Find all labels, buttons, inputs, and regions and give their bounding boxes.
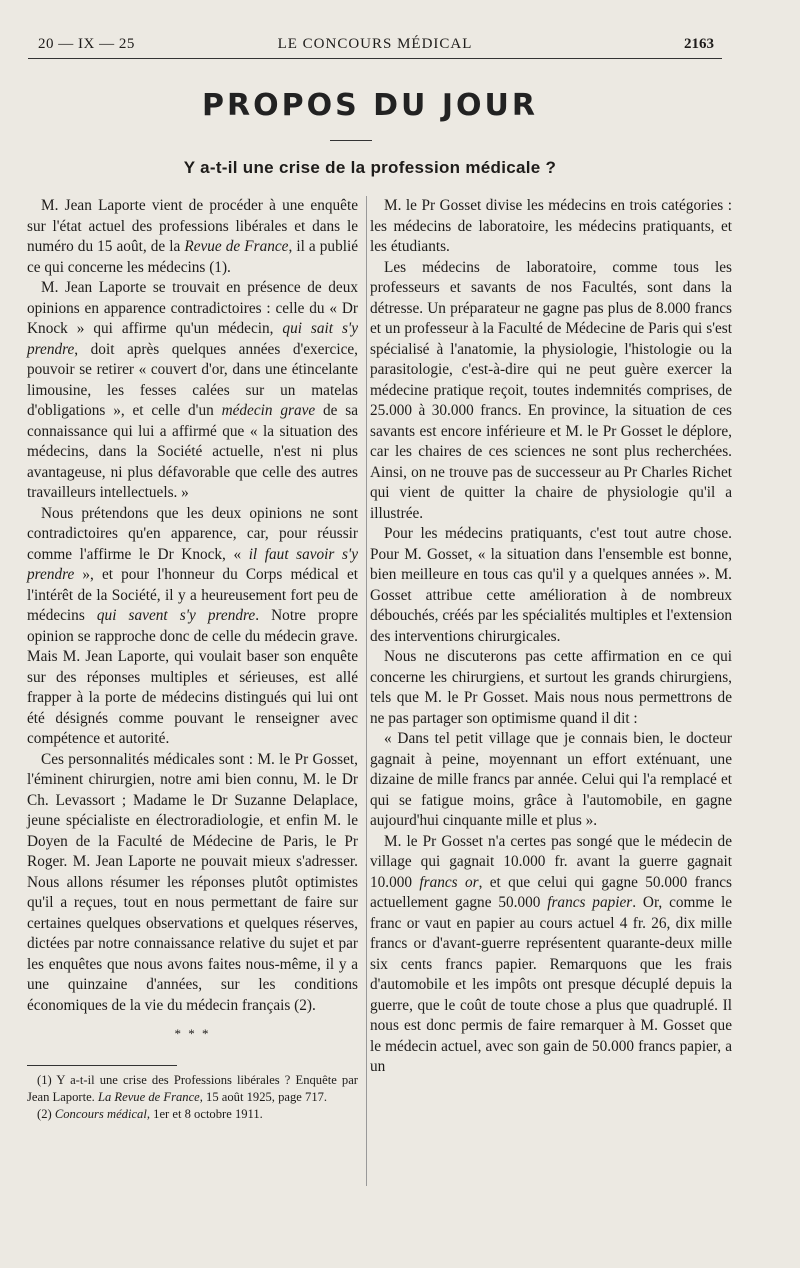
paragraph: M. Jean Laporte vient de procéder à une enquête sur l'état actuel des professions libérales et dans le numéro du 15 août, de la Revue de France, il a publié ce qui concerne les médecins (1). [27,197,359,276]
page-number: 2163 [684,36,714,52]
journal-name: LE CONCOURS MÉDICAL [277,36,473,52]
section-separator: * * * [174,1026,211,1041]
paragraph: Ces personnalités médicales sont : M. le Pr Gosset, l'éminent chirurgien, notre ami bien connu, M. le Dr Ch. Levassort ; Madame le Dr Suzanne Delaplace, jeune spécialiste en électroradiologie, et enfin M. le Doyen de la Faculté de Médecine de Paris, le Pr Roger. M. Jean Laporte ne pouvait mieux s'adresser. Nous allons résumer les réponses plutôt optimistes qu'il a reçues, tout en nous permettant de faire sur certaines quelques observations et quelques réserves, dictées par notre connaissance relative du sujet et par les enquêtes que nous avons faites nous-même, il y a une quinzaine d'années, sur les conditions économiques de la vie du médecin français (2). [27,750,358,1014]
left-column [27,196,358,1123]
footnote: (1) Y a-t-il une crise des Professions libérales ? Enquête par Jean Laporte. La Revue de France, 15 août 1925, page 717. [27,1072,358,1104]
paragraph: Nous prétendons que les deux opinions ne sont contradictoires qu'en apparence, car, pour réussir comme l'affirme le Dr Knock, « il faut savoir s'y prendre », et pour l'honneur du Corps médical et l'intérêt de la Société, il y a heureusement fort peu de médecins qui savent s'y prendre. Notre propre opinion se rapproche donc de celle du médecin grave. Mais M. Jean Laporte, qui voulait baser son enquête sur des réponses multiples et sérieuses, est allé frapper à la porte de médecins distingués qui lui ont été désignés comme pouvant le renseigner avec compétence et autorité. [27,504,358,747]
paragraph: M. le Pr Gosset divise les médecins en trois catégories : les médecins de laboratoire, les médecins pratiquants, et les étudiants. [370,197,732,255]
issue-date: 20 — IX — 25 [38,36,135,52]
paragraph: Pour les médecins pratiquants, c'est tout autre chose. Pour M. Gosset, « la situation dans l'ensemble est bonne, bien meilleure en tous cas qu'il y a quelques années ». M. Gosset attribue cette amélioration à de nombreux débouchés, créés par les spécialités multiples et l'extension des interventions chirurgicales. [370,525,732,645]
running-header [28,36,722,59]
paragraph: M. Jean Laporte se trouvait en présence de deux opinions en apparence contradictoires : celle du « Dr Knock » qui affirme qu'un médecin, qui sait s'y prendre, doit après quelques années d'exercice, pouvoir se retirer « couvert d'or, dans une étincelante limousine, les fesses calées sur un matelas d'obligations », et celle d'un médecin grave de sa connaissance qui lui a affirmé que « la situation des médecins, dans la Société actuelle, n'est ni plus avantageuse, ni plus défavorable que celle des autres travailleurs intellectuels. » [27,279,358,501]
paragraph: « Dans tel petit village que je connais bien, le docteur gagnait à peine, moyennant un effort exténuant, une dizaine de mille francs par année. Celui qui l'a remplacé et qui se fatigue moins, grâce à l'automobile, en gagne aujourd'hui cinquante mille et plus ». [370,730,732,829]
footnote: (2) Concours médical, 1er et 8 octobre 1911. [37,1106,263,1121]
paragraph: Nous ne discuterons pas cette affirmation en ce qui concerne les chirurgiens, et surtout les grands chirurgiens, tels que M. le Pr Gosset. Mais nous nous permettrons de ne pas partager son optimisme quand il dit : [370,648,732,727]
paragraph: Les médecins de laboratoire, comme tous les professeurs et savants de nos Facultés, sont dans la détresse. Un préparateur ne gagne pas plus de 8.000 francs et un professeur à la Faculté de Médecine de Paris qui s'est spécialisé à l'anatomie, la physiologie, l'histologie ou la parasitologie, c'est-à-dire qui ne peut guère exercer la médecine pratique reçoit, toutes indemnités comprises, de 25.000 à 30.000 francs. En province, la situation de ces savants est encore inférieure et M. le Pr Gosset le déplore, car les chaires de ces sciences ne sont plus recherchées. Ainsi, on ne trouve pas de successeur au Pr Charles Richet qui vient de quitter la chaire de physiologie qu'il a illustrée. [370,258,732,522]
right-column [370,196,732,1078]
column-divider [366,196,367,1186]
footnote-rule [27,1065,177,1066]
section-title: PROPOS DU JOUR [202,88,538,123]
article-title: Y a-t-il une crise de la profession médicale ? [183,158,557,177]
footnotes [27,1072,358,1123]
title-rule [330,140,372,141]
paragraph: M. le Pr Gosset n'a certes pas songé que le médecin de village qui gagnait 10.000 fr. avant la guerre gagnait 10.000 francs or, et que celui qui gagne 50.000 francs actuellement gagne 50.000 francs papier. Or, comme le franc or vaut en papier au cours actuel 4 fr. 26, dix mille francs or d'avant-guerre représentent quarante-deux mille six cents francs papier. Remarquons que les frais d'automobile et les impôts ont presque décuplé depuis la guerre, que le coût de toute chose a plus que quadruplé. Il nous est donc permis de faire remarquer à M. Gosset que le médecin actuel, avec son gain de 50.000 francs papier, a un [370,832,733,1075]
